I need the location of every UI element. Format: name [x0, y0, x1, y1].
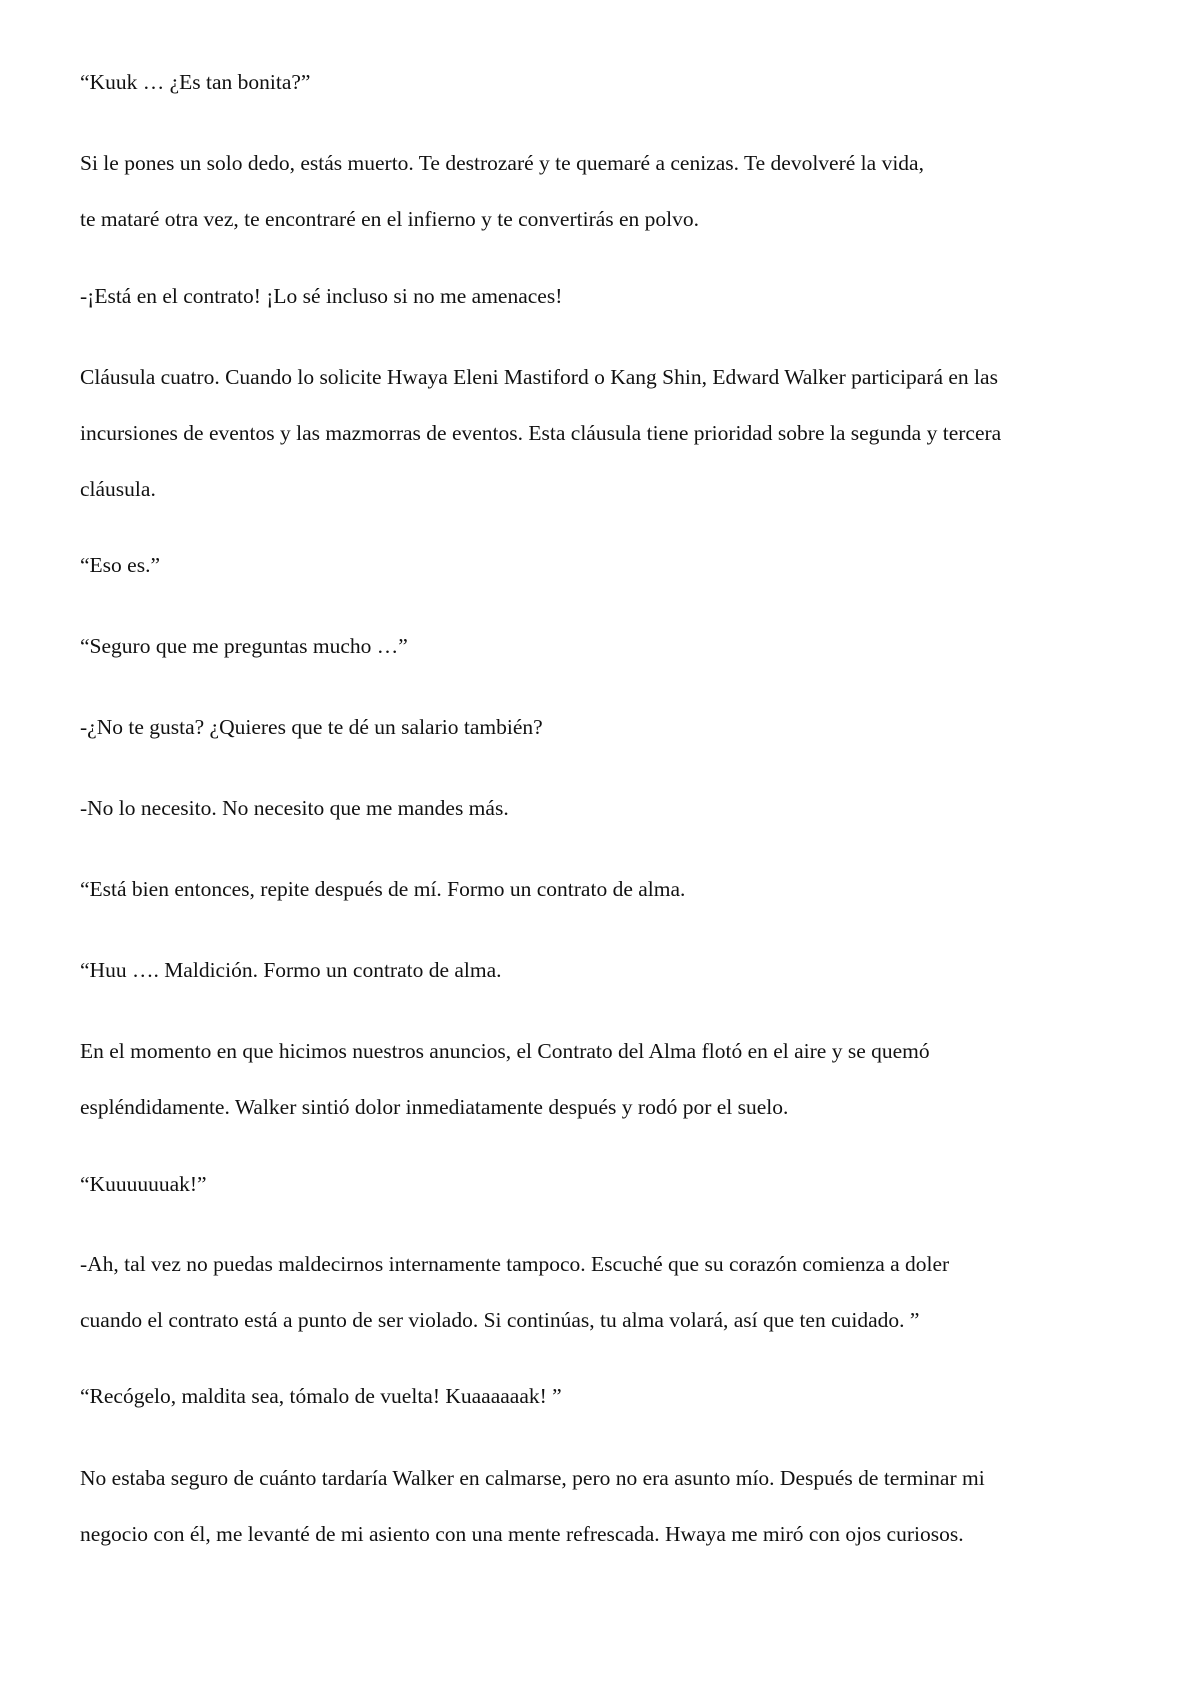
- paragraph-2: [80, 135, 1120, 247]
- text-line: “Eso es.”: [80, 553, 160, 577]
- paragraph-3: [80, 268, 1120, 324]
- text-line: En el momento en que hicimos nuestros anuncios, el Contrato del Alma flotó en el aire y se quemó: [80, 1039, 930, 1063]
- text-line: cláusula.: [80, 477, 156, 501]
- paragraph-11: [80, 1023, 1120, 1135]
- text-line: Si le pones un solo dedo, estás muerto. Te destrozaré y te quemaré a cenizas. Te devolveré la vida,: [80, 151, 924, 175]
- text-line: cuando el contrato está a punto de ser violado. Si continúas, tu alma volará, así que ten cuidado. ”: [80, 1308, 920, 1332]
- paragraph-7: [80, 699, 1120, 755]
- text-line: -¿No te gusta? ¿Quieres que te dé un salario también?: [80, 715, 543, 739]
- paragraph-13: [80, 1236, 1120, 1348]
- paragraph-10: [80, 942, 1120, 998]
- text-line: -¡Está en el contrato! ¡Lo sé incluso si no me amenaces!: [80, 284, 563, 308]
- paragraph-8: [80, 780, 1120, 836]
- text-line: “Está bien entonces, repite después de mí. Formo un contrato de alma.: [80, 877, 686, 901]
- text-line: negocio con él, me levanté de mi asiento con una mente refrescada. Hwaya me miró con ojos curiosos.: [80, 1522, 964, 1546]
- text-line: No estaba seguro de cuánto tardaría Walker en calmarse, pero no era asunto mío. Después de terminar mi: [80, 1466, 985, 1490]
- text-line: -No lo necesito. No necesito que me mandes más.: [80, 796, 509, 820]
- paragraph-5: [80, 537, 1120, 593]
- paragraph-4: [80, 349, 1120, 517]
- paragraph-1: [80, 54, 1120, 110]
- text-line: “Huu …. Maldición. Formo un contrato de alma.: [80, 958, 502, 982]
- text-line: espléndidamente. Walker sintió dolor inmediatamente después y rodó por el suelo.: [80, 1095, 789, 1119]
- paragraph-12: [80, 1156, 1120, 1212]
- paragraph-15: [80, 1450, 1120, 1562]
- text-line: “Kuuk … ¿Es tan bonita?”: [80, 70, 311, 94]
- text-line: Cláusula cuatro. Cuando lo solicite Hwaya Eleni Mastiford o Kang Shin, Edward Walker participará en las: [80, 365, 998, 389]
- paragraph-9: [80, 861, 1120, 917]
- text-line: te mataré otra vez, te encontraré en el infierno y te convertirás en polvo.: [80, 207, 700, 231]
- paragraph-6: [80, 618, 1120, 674]
- text-line: “Seguro que me preguntas mucho …”: [80, 634, 408, 658]
- text-line: incursiones de eventos y las mazmorras de eventos. Esta cláusula tiene prioridad sobre la segunda y tercera: [80, 421, 1002, 445]
- paragraph-14: [80, 1368, 1120, 1424]
- text-line: “Kuuuuuuak!”: [80, 1172, 207, 1196]
- text-line: “Recógelo, maldita sea, tómalo de vuelta! Kuaaaaaak! ”: [80, 1384, 562, 1408]
- text-line: -Ah, tal vez no puedas maldecirnos internamente tampoco. Escuché que su corazón comienza a doler: [80, 1252, 950, 1276]
